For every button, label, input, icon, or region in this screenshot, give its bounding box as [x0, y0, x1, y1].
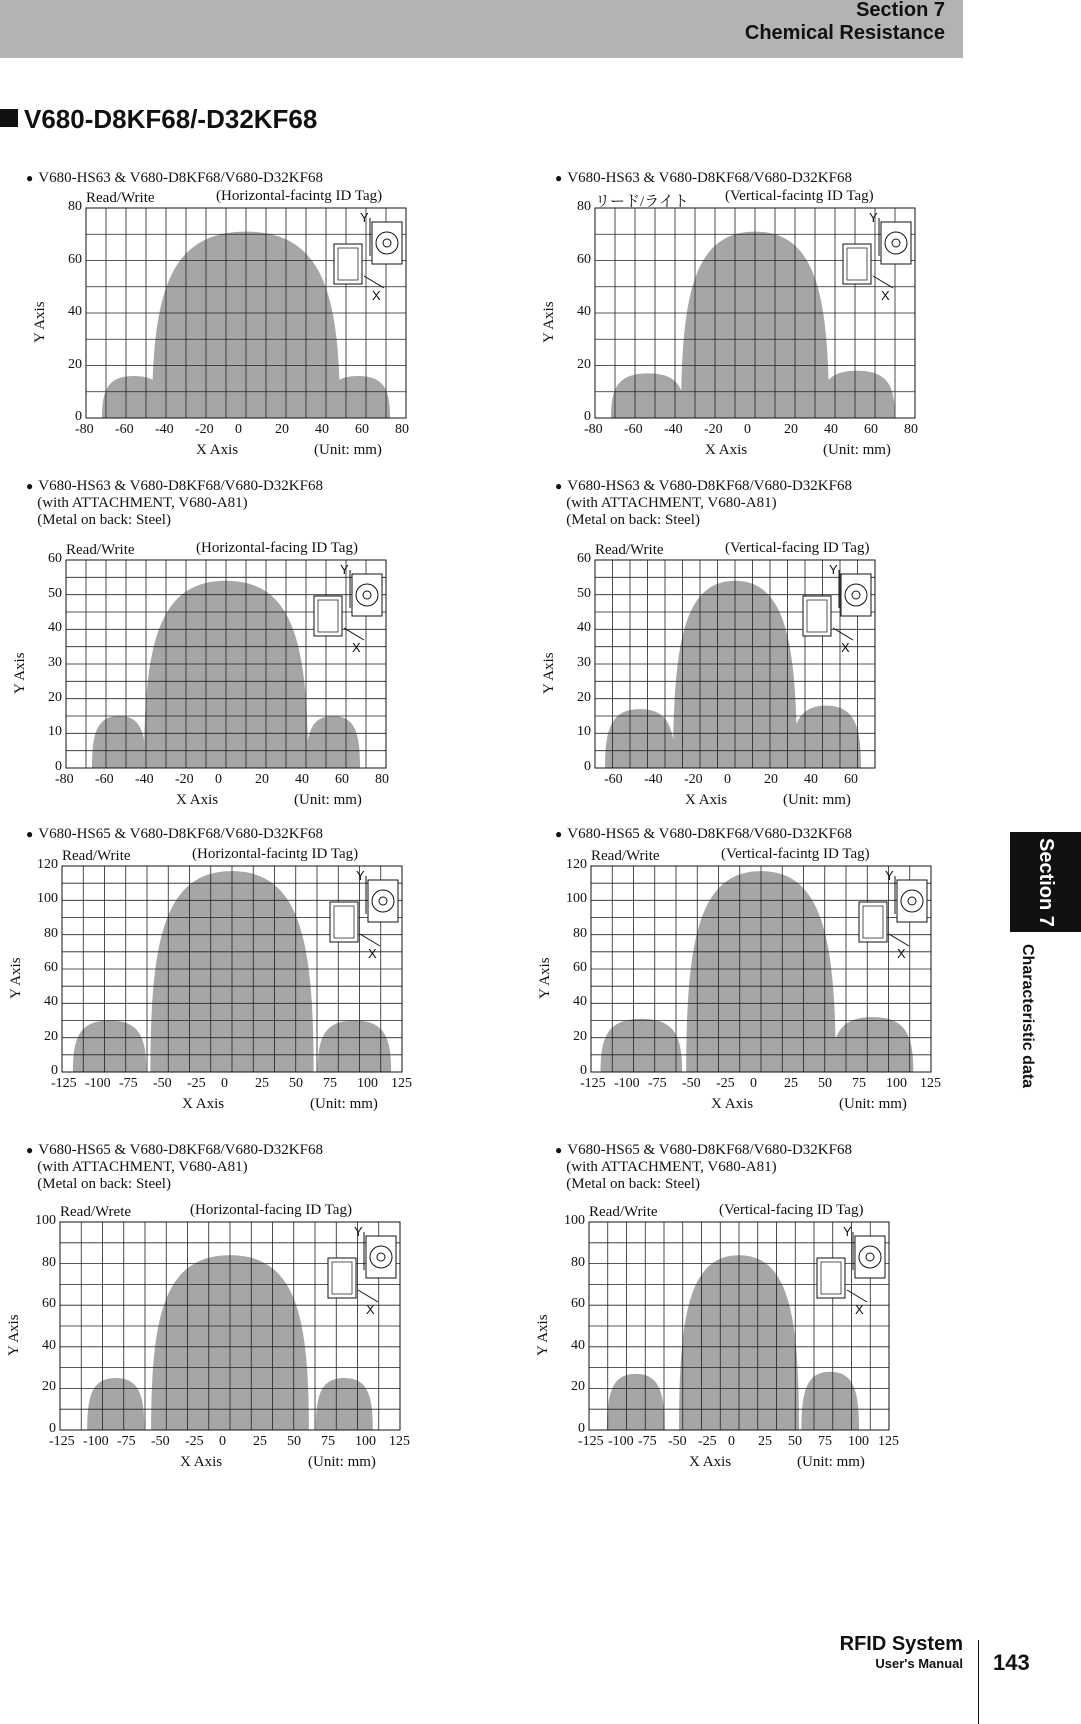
y-tick-label: 60: [577, 251, 591, 267]
y-tick-label: 40: [571, 1337, 585, 1353]
y-tick-label: 20: [571, 1379, 585, 1395]
chart-svg: [62, 866, 402, 1072]
svg-text:X: X: [366, 1302, 375, 1317]
chart-title: [555, 1142, 852, 1193]
x-tick-label: 60: [864, 422, 878, 437]
y-tick-label: 60: [42, 1296, 56, 1312]
y-tick-label: 30: [577, 655, 591, 670]
y-tick-label: 0: [49, 1421, 56, 1436]
x-tick-label: -100: [83, 1434, 109, 1449]
y-tick-label: 20: [48, 689, 62, 705]
y-tick-label: 40: [48, 620, 62, 636]
x-tick-label: 80: [395, 422, 409, 437]
x-tick-label: 0: [219, 1434, 226, 1449]
y-axis-label: Y Axis: [541, 652, 557, 694]
x-tick-label: 0: [724, 772, 731, 787]
antenna-mounting-illustration: [843, 210, 911, 303]
x-tick-label: 25: [253, 1434, 267, 1449]
unit-label: (Unit: mm): [314, 442, 382, 458]
x-tick-label: 20: [784, 422, 798, 437]
range-lobe: [318, 1021, 391, 1073]
chart-mode-label: リード/ライト: [595, 194, 689, 210]
y-tick-label: 80: [42, 1254, 56, 1270]
x-axis-label: X Axis: [180, 1454, 223, 1470]
chart-mode-label: Read/Write: [62, 848, 131, 864]
svg-text:X: X: [855, 1302, 864, 1317]
range-lobe: [607, 1374, 665, 1430]
x-tick-label: 75: [852, 1076, 866, 1091]
bullet-icon: ●: [555, 479, 563, 493]
y-tick-label: 100: [35, 1213, 56, 1228]
unit-label: (Unit: mm): [310, 1096, 378, 1112]
y-tick-label: 0: [75, 409, 82, 424]
range-lobe: [801, 1372, 859, 1430]
chart-title-text: V680-HS63 & V680-D8KF68/V680-D32KF68: [38, 170, 323, 186]
x-tick-label: 50: [818, 1076, 832, 1091]
chart-plot: [589, 1222, 889, 1430]
x-tick-label: 25: [255, 1076, 269, 1091]
y-tick-label: 100: [564, 1213, 585, 1228]
y-tick-label: 20: [577, 689, 591, 705]
x-tick-label: 80: [375, 772, 389, 787]
y-tick-label: 120: [37, 857, 58, 872]
x-tick-label: -60: [624, 422, 643, 437]
y-tick-label: 10: [48, 724, 62, 740]
antenna-mounting-illustration: [330, 868, 398, 961]
range-lobe: [316, 1378, 373, 1430]
svg-text:X: X: [897, 946, 906, 961]
x-axis-label: X Axis: [711, 1096, 754, 1112]
x-tick-label: 125: [920, 1076, 941, 1091]
chart-title-text: V680-HS65 & V680-D8KF68/V680-D32KF68: [38, 826, 323, 842]
x-tick-label: -20: [684, 772, 703, 787]
x-tick-label: 25: [784, 1076, 798, 1091]
x-tick-label: -125: [578, 1434, 604, 1449]
y-tick-label: 20: [44, 1028, 58, 1044]
side-tab-label: Characteristic data: [1019, 944, 1036, 1089]
x-tick-label: 60: [355, 422, 369, 437]
x-tick-label: 0: [750, 1076, 757, 1091]
x-tick-label: 25: [758, 1434, 772, 1449]
svg-text:Y: Y: [843, 1224, 852, 1239]
chart-svg: [66, 560, 386, 768]
x-tick-label: 0: [744, 422, 751, 437]
chart-title-text: V680-HS63 & V680-D8KF68/V680-D32KF68 (with ATTACHMENT, V680-A81) (Metal on back: Steel): [37, 478, 323, 528]
y-tick-label: 20: [42, 1379, 56, 1395]
y-tick-label: 20: [577, 356, 591, 372]
x-tick-label: -60: [95, 772, 114, 787]
y-tick-label: 60: [577, 551, 591, 566]
x-tick-label: 50: [788, 1434, 802, 1449]
range-lobe: [601, 1019, 683, 1072]
antenna-mounting-illustration: [803, 562, 871, 655]
x-tick-label: 20: [275, 422, 289, 437]
x-axis-label: X Axis: [705, 442, 748, 458]
x-tick-label: 50: [287, 1434, 301, 1449]
y-tick-label: 10: [577, 724, 591, 740]
x-tick-label: -40: [155, 422, 174, 437]
y-tick-label: 80: [577, 199, 591, 214]
chart-title: [26, 478, 323, 529]
range-lobe: [832, 1017, 914, 1072]
x-tick-label: -80: [55, 772, 74, 787]
x-tick-label: -75: [648, 1076, 667, 1091]
chart-title: [26, 170, 323, 187]
chart-mode-label: Read/Write: [66, 542, 135, 558]
x-tick-label: -50: [153, 1076, 172, 1091]
x-axis-label: X Axis: [685, 792, 728, 808]
header-bar: [0, 0, 963, 58]
y-tick-label: 80: [68, 199, 82, 214]
x-tick-label: -25: [187, 1076, 206, 1091]
y-tick-label: 0: [51, 1063, 58, 1078]
y-tick-label: 40: [44, 994, 58, 1010]
bullet-icon: ●: [26, 171, 34, 185]
chart-svg: [595, 560, 875, 768]
bullet-icon: ●: [26, 1143, 34, 1157]
antenna-mounting-illustration: [328, 1224, 396, 1317]
y-tick-label: 60: [571, 1296, 585, 1312]
chart-title-text: V680-HS63 & V680-D8KF68/V680-D32KF68 (with ATTACHMENT, V680-A81) (Metal on back: Steel): [566, 478, 852, 528]
y-tick-label: 60: [48, 551, 62, 566]
bullet-icon: ●: [555, 1143, 563, 1157]
chart-title-text: V680-HS65 & V680-D8KF68/V680-D32KF68: [567, 826, 852, 842]
chart-title: [555, 478, 852, 529]
y-axis-label: Y Axis: [535, 1314, 551, 1356]
square-bullet-icon: [0, 109, 18, 127]
x-tick-label: -75: [638, 1434, 657, 1449]
chart-panel: [12, 478, 470, 808]
chart-orientation-label: (Vertical-facing ID Tag): [725, 540, 870, 556]
svg-text:X: X: [372, 288, 381, 303]
y-tick-label: 40: [42, 1337, 56, 1353]
chart-mode-label: Read/Write: [589, 1204, 658, 1220]
y-tick-label: 40: [577, 304, 591, 319]
chart-plot: [595, 208, 915, 418]
unit-label: (Unit: mm): [783, 792, 851, 808]
chart-title-text: V680-HS65 & V680-D8KF68/V680-D32KF68 (with ATTACHMENT, V680-A81) (Metal on back: Steel): [37, 1142, 323, 1192]
x-tick-label: 20: [764, 772, 778, 787]
range-lobe: [92, 716, 146, 768]
x-axis-label: X Axis: [176, 792, 219, 808]
y-tick-label: 40: [577, 620, 591, 636]
x-tick-label: -25: [716, 1076, 735, 1091]
y-axis-label: Y Axis: [12, 652, 28, 694]
x-tick-label: 125: [391, 1076, 412, 1091]
chart-orientation-label: (Horizontal-facintg ID Tag): [192, 846, 359, 862]
x-tick-label: 40: [295, 772, 309, 787]
x-tick-label: -100: [608, 1434, 634, 1449]
x-tick-label: -20: [704, 422, 723, 437]
chart-mode-label: Read/Wrete: [60, 1204, 132, 1220]
y-tick-label: 20: [68, 356, 82, 372]
antenna-mounting-illustration: [817, 1224, 885, 1317]
range-lobe: [791, 706, 861, 768]
x-tick-label: 0: [215, 772, 222, 787]
y-tick-label: 60: [68, 251, 82, 267]
chart-plot: [60, 1222, 400, 1430]
x-axis-label: X Axis: [689, 1454, 732, 1470]
y-tick-label: 60: [44, 960, 58, 975]
page-title-text: V680-D8KF68/-D32KF68: [24, 104, 318, 134]
y-tick-label: 120: [566, 857, 587, 872]
y-axis-label: Y Axis: [537, 957, 553, 999]
y-tick-label: 50: [577, 585, 591, 601]
y-tick-label: 100: [37, 891, 58, 907]
y-tick-label: 40: [68, 304, 82, 319]
svg-text:X: X: [368, 946, 377, 961]
x-tick-label: 80: [904, 422, 918, 437]
y-axis-label: Y Axis: [541, 301, 557, 343]
x-tick-label: -60: [604, 772, 623, 787]
chart-panel: [8, 826, 470, 1126]
y-tick-label: 50: [48, 585, 62, 601]
antenna-mounting-illustration: [859, 868, 927, 961]
chart-mode-label: Read/Write: [595, 542, 664, 558]
chart-title: [26, 1142, 323, 1193]
antenna-mounting-illustration: [314, 562, 382, 655]
chart-panel: [20, 170, 470, 470]
chart-mode-label: Read/Write: [591, 848, 660, 864]
range-lobe: [306, 716, 360, 768]
footer-manual: User's Manual: [875, 1656, 963, 1671]
y-tick-label: 80: [573, 925, 587, 941]
y-tick-label: 80: [44, 925, 58, 941]
bullet-icon: ●: [26, 479, 34, 493]
chart-orientation-label: (Horizontal-facing ID Tag): [190, 1202, 352, 1218]
svg-text:Y: Y: [885, 868, 894, 883]
x-tick-label: 100: [355, 1434, 376, 1449]
x-tick-label: 75: [323, 1076, 337, 1091]
side-tab-section-text: Section 7: [1035, 838, 1057, 927]
x-tick-label: -80: [584, 422, 603, 437]
x-tick-label: -40: [644, 772, 663, 787]
chart-title-text: V680-HS65 & V680-D8KF68/V680-D32KF68 (with ATTACHMENT, V680-A81) (Metal on back: Steel): [566, 1142, 852, 1192]
x-tick-label: -40: [664, 422, 683, 437]
chart-panel: [6, 1142, 470, 1472]
x-tick-label: 60: [335, 772, 349, 787]
x-tick-label: -60: [115, 422, 134, 437]
x-tick-label: 125: [389, 1434, 410, 1449]
page-number: 143: [993, 1650, 1030, 1675]
chart-plot: [591, 866, 931, 1072]
x-tick-label: -25: [698, 1434, 717, 1449]
chart-orientation-label: (Horizontal-facing ID Tag): [196, 540, 358, 556]
y-tick-label: 40: [573, 994, 587, 1010]
unit-label: (Unit: mm): [839, 1096, 907, 1112]
svg-text:X: X: [352, 640, 361, 655]
chart-title-text: V680-HS63 & V680-D8KF68/V680-D32KF68: [567, 170, 852, 186]
x-tick-label: -125: [49, 1434, 75, 1449]
x-tick-label: 40: [804, 772, 818, 787]
unit-label: (Unit: mm): [823, 442, 891, 458]
bullet-icon: ●: [555, 171, 563, 185]
x-tick-label: 0: [221, 1076, 228, 1091]
chart-title: [26, 826, 323, 843]
x-tick-label: -50: [682, 1076, 701, 1091]
chart-panel: [541, 478, 999, 808]
y-axis-label: Y Axis: [32, 301, 48, 343]
unit-label: (Unit: mm): [294, 792, 362, 808]
x-axis-label: X Axis: [182, 1096, 225, 1112]
chart-title: [555, 826, 852, 843]
x-tick-label: -75: [119, 1076, 138, 1091]
chart-plot: [62, 866, 402, 1072]
x-tick-label: 0: [728, 1434, 735, 1449]
x-tick-label: 40: [824, 422, 838, 437]
svg-text:Y: Y: [340, 562, 349, 577]
y-tick-label: 0: [578, 1421, 585, 1436]
header-subtitle: Chemical Resistance: [744, 22, 945, 44]
chart-plot: [66, 560, 386, 768]
chart-plot: [595, 560, 875, 768]
chart-orientation-label: (Horizontal-facintg ID Tag): [216, 188, 383, 204]
svg-text:Y: Y: [869, 210, 878, 225]
chart-panel: [535, 1142, 999, 1472]
x-tick-label: -20: [175, 772, 194, 787]
svg-text:Y: Y: [354, 1224, 363, 1239]
chart-svg: [591, 866, 931, 1072]
svg-text:Y: Y: [829, 562, 838, 577]
x-tick-label: 75: [818, 1434, 832, 1449]
chart-orientation-label: (Vertical-facing ID Tag): [719, 1202, 864, 1218]
chart-panel: [541, 170, 999, 470]
x-tick-label: -100: [85, 1076, 111, 1091]
x-tick-label: 60: [844, 772, 858, 787]
x-tick-label: 100: [886, 1076, 907, 1091]
x-tick-label: 0: [235, 422, 242, 437]
x-tick-label: -50: [151, 1434, 170, 1449]
range-lobe: [819, 371, 895, 418]
chart-orientation-label: (Vertical-facintg ID Tag): [721, 846, 870, 862]
svg-text:X: X: [841, 640, 850, 655]
x-tick-label: 50: [289, 1076, 303, 1091]
range-lobe: [73, 1021, 146, 1073]
footer-divider: [978, 1640, 979, 1724]
x-tick-label: -50: [668, 1434, 687, 1449]
x-tick-label: 75: [321, 1434, 335, 1449]
x-tick-label: -100: [614, 1076, 640, 1091]
unit-label: (Unit: mm): [308, 1454, 376, 1470]
header-section: Section 7: [856, 0, 945, 21]
page-title: [0, 104, 317, 135]
y-tick-label: 0: [584, 409, 591, 424]
y-axis-label: Y Axis: [6, 1314, 22, 1356]
chart-svg: [595, 208, 915, 418]
chart-svg: [60, 1222, 400, 1430]
x-tick-label: -20: [195, 422, 214, 437]
unit-label: (Unit: mm): [797, 1454, 865, 1470]
x-tick-label: 40: [315, 422, 329, 437]
x-tick-label: -125: [51, 1076, 77, 1091]
chart-mode-label: Read/Write: [86, 190, 155, 206]
x-axis-label: X Axis: [196, 442, 239, 458]
svg-text:Y: Y: [356, 868, 365, 883]
x-tick-label: -80: [75, 422, 94, 437]
range-lobe: [87, 1378, 144, 1430]
svg-text:Y: Y: [360, 210, 369, 225]
chart-title: [555, 170, 852, 187]
y-tick-label: 100: [566, 891, 587, 907]
chart-svg: [589, 1222, 889, 1430]
y-tick-label: 30: [48, 655, 62, 670]
range-lobe: [605, 709, 675, 768]
x-tick-label: 125: [878, 1434, 899, 1449]
side-tab-section: [1010, 832, 1081, 932]
chart-orientation-label: (Vertical-facintg ID Tag): [725, 188, 874, 204]
svg-text:X: X: [881, 288, 890, 303]
chart-plot: [86, 208, 406, 418]
y-axis-label: Y Axis: [8, 957, 24, 999]
y-tick-label: 80: [571, 1254, 585, 1270]
y-tick-label: 60: [573, 960, 587, 975]
y-tick-label: 0: [55, 759, 62, 774]
y-tick-label: 20: [573, 1028, 587, 1044]
chart-svg: [86, 208, 406, 418]
antenna-mounting-illustration: [334, 210, 402, 303]
x-tick-label: -40: [135, 772, 154, 787]
footer-product: RFID System: [839, 1633, 963, 1655]
y-tick-label: 0: [580, 1063, 587, 1078]
x-tick-label: -75: [117, 1434, 136, 1449]
bullet-icon: ●: [555, 827, 563, 841]
x-tick-label: 100: [357, 1076, 378, 1091]
x-tick-label: -25: [185, 1434, 204, 1449]
y-tick-label: 0: [584, 759, 591, 774]
chart-panel: [537, 826, 999, 1126]
x-tick-label: 20: [255, 772, 269, 787]
x-tick-label: -125: [580, 1076, 606, 1091]
bullet-icon: ●: [26, 827, 34, 841]
x-tick-label: 100: [848, 1434, 869, 1449]
range-lobe: [611, 373, 685, 418]
